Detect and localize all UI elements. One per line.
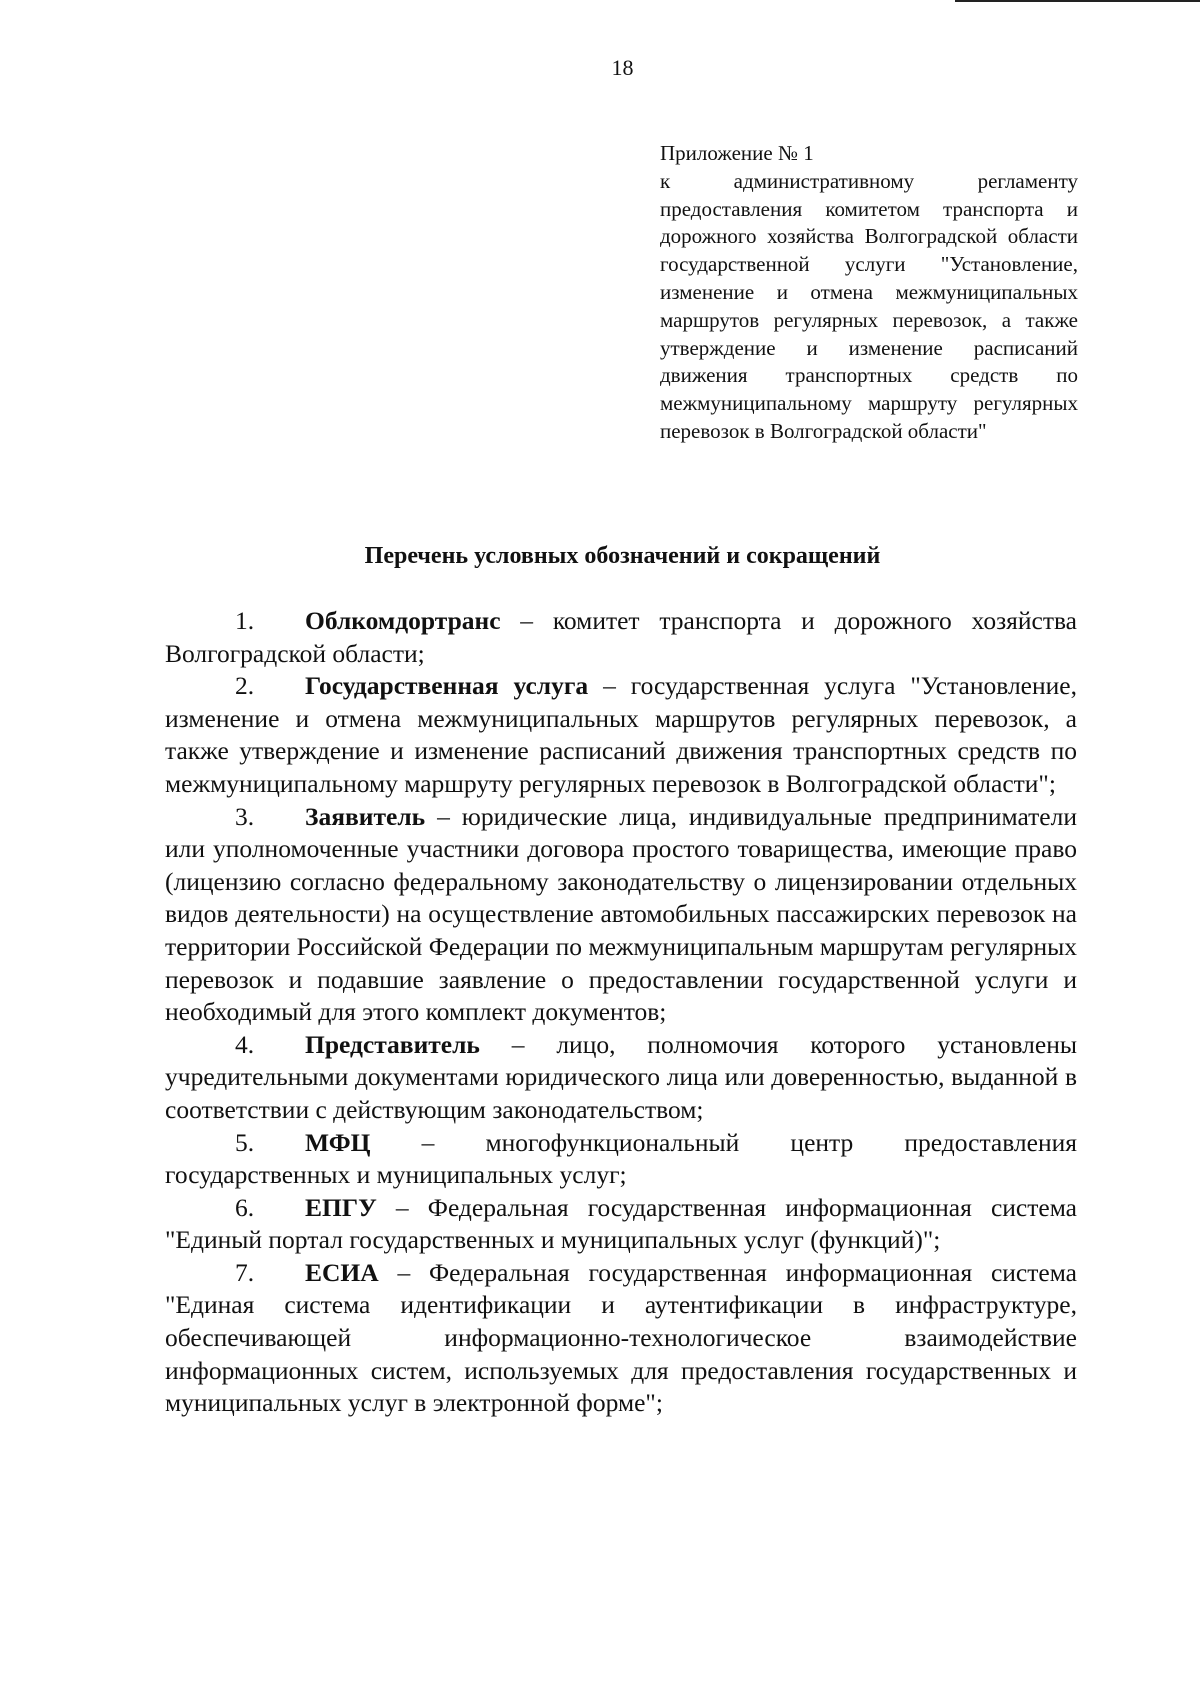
item-definition: – юридические лица, индивидуальные предприниматели или уполномоченные участники договора простого товарищества, имеющие право (лицензию согласно федеральному законодательству о лицензировании отдельных видов деятельности) на осуществление автомобильных пассажирских перевозок на территории Российской Федерации по межмуниципальным маршрутам регулярных перевозок и подавшие заявление о предоставлении государственной услуги и необходимый для этого комплект документов; (165, 801, 1077, 1027)
list-item (165, 801, 1077, 1029)
item-number: 5. (235, 1127, 255, 1157)
abbreviations-list (165, 605, 1077, 1420)
item-number: 2. (235, 671, 255, 701)
item-term: ЕПГУ (305, 1192, 377, 1222)
list-item (165, 1127, 1077, 1192)
item-term: ЕСИА (305, 1257, 379, 1287)
item-definition: – государственная услуга "Установление, изменение и отмена межмуниципальных маршрутов регулярных перевозок, а также утверждение и изменение расписаний движения транспортных средств по межмуниципальному маршруту регулярных перевозок в Волгоградской области"; (165, 671, 1077, 798)
page-number: 18 (611, 55, 634, 80)
item-number: 6. (235, 1192, 255, 1222)
appendix-reference: к административному регламенту предоставления комитетом транспорта и дорожного хозяйства Волгоградской области государственной услуги "Установление, изменение и отмена межмуниципальных маршрутов регулярных перевозок, а также утверждение и изменение расписаний движения транспортных средств по межмуниципальному маршруту регулярных перевозок в Волгоградской области" (660, 168, 1078, 443)
item-definition: – многофункциональный центр предоставления государственных и муниципальных услуг; (165, 1127, 1077, 1190)
item-number: 1. (235, 606, 255, 635)
scan-edge-line (955, 0, 1200, 2)
list-item (165, 1257, 1077, 1420)
document-title: Перечень условных обозначений и сокращений (364, 543, 881, 569)
list-item (165, 605, 1077, 670)
list-item (165, 1192, 1077, 1257)
appendix-header (660, 140, 1078, 446)
item-term: Представитель (305, 1029, 480, 1059)
item-term: Облкомдортранс (305, 606, 501, 635)
item-number: 3. (235, 801, 255, 831)
appendix-title: Приложение № 1 (660, 141, 814, 165)
item-definition: – Федеральная государственная информационная система "Единая система идентификации и аутентификации в инфраструктуре, обеспечивающей информационно-технологическое взаимодействие информационных систем, используемых для предоставления государственных и муниципальных услуг в электронной форме"; (165, 1257, 1077, 1418)
list-item (165, 670, 1077, 800)
item-number: 4. (235, 1029, 255, 1059)
item-definition: – комитет транспорта и дорожного хозяйства Волгоградской области; (165, 606, 1077, 668)
item-number: 7. (235, 1257, 255, 1287)
list-item (165, 1029, 1077, 1127)
item-term: МФЦ (305, 1127, 371, 1157)
item-definition: – Федеральная государственная информационная система "Единый портал государственных и муниципальных услуг (функций)"; (165, 1192, 1077, 1255)
item-term: Заявитель (305, 801, 426, 831)
item-definition: – лицо, полномочия которого установлены учредительными документами юридического лица или доверенностью, выданной в соответствии с действующим законодательством; (165, 1029, 1077, 1124)
item-term: Государственная услуга (305, 671, 589, 701)
